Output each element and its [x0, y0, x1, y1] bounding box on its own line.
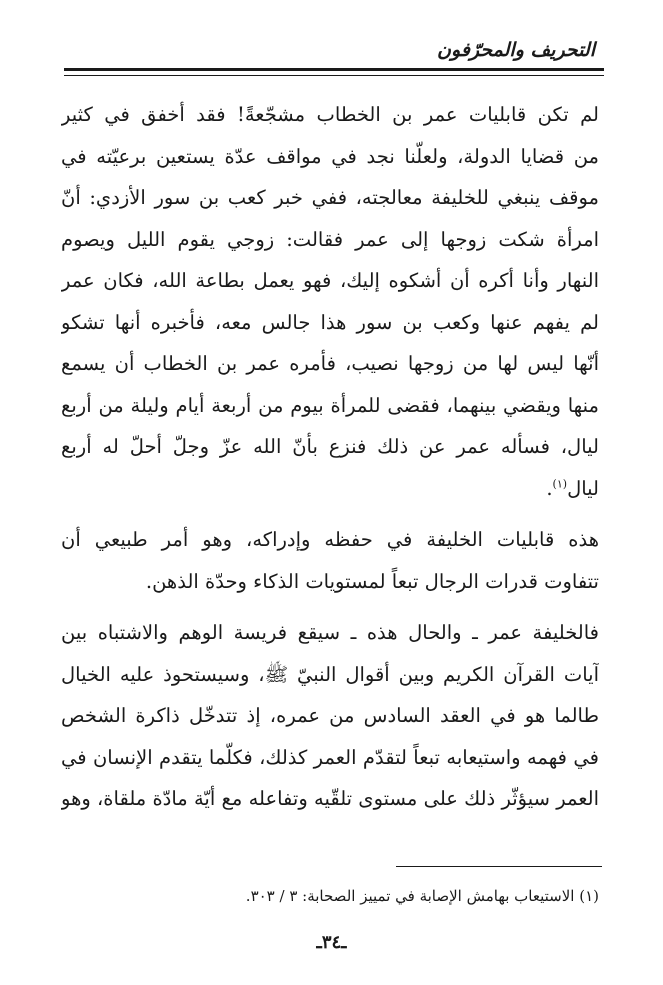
text-line-last: ليال$^{(١)}$.: [546, 476, 599, 500]
header-rule-thick: [64, 68, 604, 71]
paragraph: [61, 612, 599, 820]
text-line: العمر سيؤثّر ذلك على مستوى تلقّيه وتفاعله مع أيّة مادّة ملقاة، وهو: [61, 787, 599, 810]
text-line: تتفاوت قدرات الرجال تبعاً لمستويات الذكاء وحدّة الذهن.: [145, 569, 599, 593]
text-line: النهار وأنا أكره أن أشكوه إليك، فهو يعمل بطاعة الله، فكان عمر: [61, 269, 599, 292]
text-line: لم يفهم عنها وكعب بن سور هذا جالس معه، فأخبره أنها تشكو: [61, 310, 599, 334]
footnote-separator: [396, 866, 602, 867]
paragraph-gap: [61, 509, 599, 519]
body-text: [61, 94, 599, 820]
text-line-end: ليال: [567, 476, 599, 500]
running-head: التحريف والمحرّفون: [437, 39, 595, 61]
text-line: طالما هو في العقد السادس من عمره، إذ تتدخّل ذاكرة الشخص: [61, 704, 599, 727]
footnote-reference[interactable]: (١): [552, 477, 568, 490]
footnote: (١) الاستيعاب بهامش الإصابة في تمييز الصحابة: ٣ / ٣٠٣.: [245, 887, 599, 905]
text-line: آيات القرآن الكريم وبين أقوال النبيّ ﷺ، وسيستحوذ عليه الخيال: [61, 662, 599, 686]
text-line: هذه قابليات الخليفة في حفظه وإدراكه، وهو أمر طبيعي أن: [61, 528, 599, 551]
text-line: أنّها ليس لها من زوجها نصيب، فأمره عمر بن الخطاب أن يسمع: [61, 352, 599, 375]
page-number: ـ٣٤ـ: [316, 932, 347, 953]
paragraph: [61, 519, 599, 602]
text-line: فالخليفة عمر ـ والحال هذه ـ سيقع فريسة الوهم والاشتباه بين: [61, 621, 599, 644]
paragraph: [61, 94, 599, 509]
text-line: امرأة شكت زوجها إلى عمر فقالت: زوجي يقوم الليل ويصوم: [61, 227, 599, 251]
paragraph-gap: [61, 602, 599, 612]
text-line: منها ويقضي بينهما، فقضى للمرأة بيوم من أربعة أيام وليلة من أربع: [61, 393, 599, 417]
text-line: لم تكن قابليات عمر بن الخطاب مشجّعةً! فقد أخفق في كثير: [61, 103, 599, 126]
text-line: من قضايا الدولة، ولعلّنا نجد في مواقف عدّة يستعين برعيّته في: [61, 144, 599, 168]
text-line: موقف ينبغي للخليفة معالجته، ففي خبر كعب بن سور الأزدي: أنّ: [61, 186, 599, 209]
text-line: ليال، فسأله عمر عن ذلك فنزع بأنّ الله عزّ وجلّ أحلّ له أربع: [61, 435, 599, 458]
header-rule-thin: [64, 75, 604, 76]
text-line: في فهمه واستيعابه تبعاً لتقدّم العمر كذلك، فكلّما يتقدم الإنسان في: [61, 745, 599, 769]
